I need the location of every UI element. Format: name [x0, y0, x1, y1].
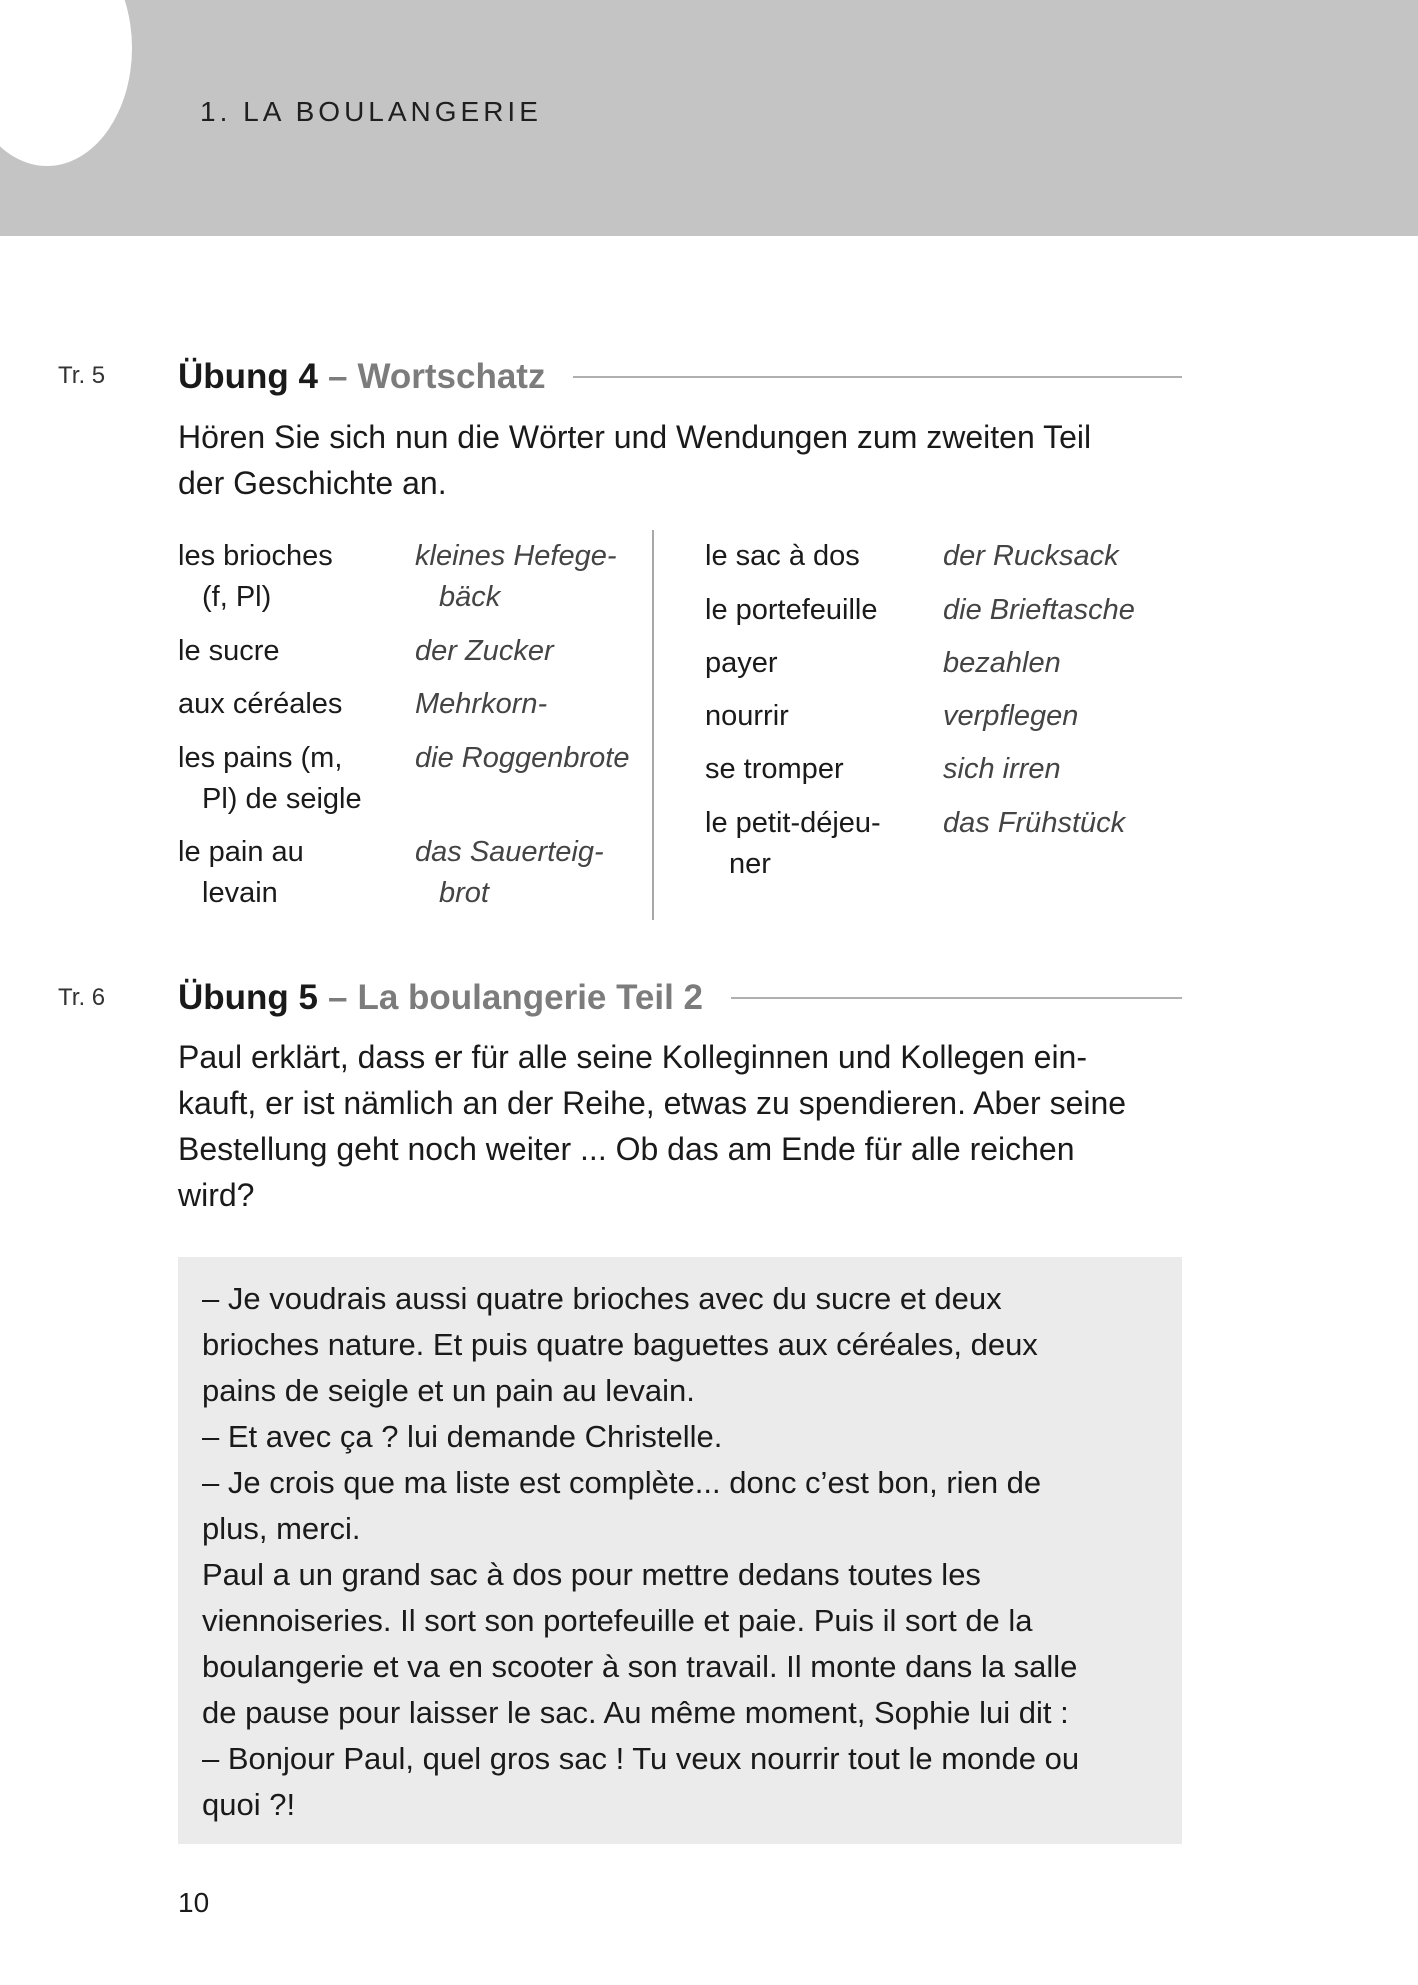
track-number: Tr. 6	[58, 984, 106, 1011]
story-line: – Je crois que ma liste est complète... donc c’est bon, rien de	[202, 1465, 1042, 1500]
vocab-word-line: se tromper	[705, 753, 844, 785]
vocab-word	[705, 590, 878, 631]
vocab-word	[705, 536, 860, 577]
vocab-word-line: le sucre	[178, 635, 280, 667]
vocab-word	[178, 832, 304, 914]
vocab-word	[705, 803, 881, 885]
vocab-word-line: ner	[729, 848, 771, 880]
vocab-word	[705, 643, 778, 684]
story-line: de pause pour laisser le sac. Au même moment, Sophie lui dit :	[202, 1695, 1069, 1730]
vocab-translation	[415, 684, 547, 725]
intro-line: kauft, er ist nämlich an der Reihe, etwas zu spendieren. Aber seine	[178, 1085, 1127, 1121]
story-line: plus, merci.	[202, 1511, 361, 1546]
vocab-translation-line: das Sauerteig-	[415, 836, 604, 868]
vocab-translation-line: sich irren	[943, 753, 1061, 785]
vocab-word	[178, 684, 342, 725]
exercise-separator: –	[327, 978, 348, 1017]
story-line: pains de seigle et un pain au levain.	[202, 1373, 695, 1408]
vocab-translation-line: das Frühstück	[943, 807, 1126, 839]
exercise-intro	[178, 414, 1178, 506]
vocab-translation-line: die Roggenbrote	[415, 742, 630, 774]
vocab-word	[705, 696, 789, 737]
vocab-word-line: le pain au	[178, 836, 304, 868]
vocab-word-line: le portefeuille	[705, 594, 878, 626]
vocab-translation	[415, 832, 604, 914]
vocab-translation	[415, 738, 629, 779]
intro-line: wird?	[178, 1177, 255, 1213]
heading-rule	[573, 376, 1182, 378]
story-line: brioches nature. Et puis quatre baguettes aux céréales, deux	[202, 1327, 1038, 1362]
vocab-column-divider	[652, 530, 654, 920]
vocab-word-line: nourrir	[705, 700, 789, 732]
vocab-translation	[943, 536, 1119, 577]
story-line: quoi ?!	[202, 1787, 296, 1822]
vocab-translation-line: kleines Hefege-	[415, 540, 617, 572]
vocab-word-line: le sac à dos	[705, 540, 860, 572]
intro-line: Paul erklärt, dass er für alle seine Kolleginnen und Kollegen ein-	[178, 1039, 1087, 1075]
vocab-translation-line: bezahlen	[943, 647, 1061, 679]
heading-rule	[731, 997, 1182, 999]
vocab-translation	[943, 590, 1135, 631]
vocab-translation	[943, 696, 1078, 737]
vocab-translation	[943, 803, 1125, 844]
story-line: – Et avec ça ? lui demande Christelle.	[202, 1419, 723, 1454]
story-line: viennoiseries. Il sort son portefeuille et paie. Puis il sort de la	[202, 1603, 1033, 1638]
vocab-word-line: aux céréales	[178, 688, 343, 720]
vocab-word-line: les brioches	[178, 540, 333, 572]
exercise-number: Übung 5	[178, 978, 318, 1017]
story-line: – Je voudrais aussi quatre brioches avec du sucre et deux	[202, 1281, 1002, 1316]
vocab-translation-line: verpflegen	[943, 700, 1079, 732]
vocab-translation-line: die Brieftasche	[943, 594, 1135, 626]
vocab-word-line: le petit-déjeu-	[705, 807, 881, 839]
vocab-translation	[943, 749, 1061, 790]
vocab-word-line: levain	[202, 877, 278, 909]
exercise-intro	[178, 1034, 1178, 1218]
vocab-word	[178, 738, 362, 820]
vocab-translation	[415, 536, 617, 618]
vocab-translation-line: bäck	[439, 581, 501, 613]
vocab-translation	[415, 631, 554, 672]
story-line: – Bonjour Paul, quel gros sac ! Tu veux nourrir tout le monde ou	[202, 1741, 1080, 1776]
page-number: 10	[178, 1887, 210, 1918]
story-line: boulangerie et va en scooter à son travail. Il monte dans la salle	[202, 1649, 1078, 1684]
intro-line: Bestellung geht noch weiter ... Ob das am Ende für alle reichen	[178, 1131, 1075, 1167]
exercise-topic: La boulangerie Teil 2	[357, 978, 703, 1017]
vocab-word	[705, 749, 844, 790]
chapter-title: 1. LA BOULANGERIE	[200, 96, 542, 127]
exercise-topic: Wortschatz	[357, 357, 546, 396]
vocab-word	[178, 631, 280, 672]
exercise-heading	[178, 973, 1182, 1023]
vocab-translation-line: brot	[439, 877, 489, 909]
intro-line: der Geschichte an.	[178, 465, 447, 501]
vocab-translation-line: der Zucker	[415, 635, 554, 667]
exercise-heading	[178, 352, 1182, 402]
vocab-word	[178, 536, 333, 618]
exercise-separator: –	[327, 357, 348, 396]
vocab-word-line: (f, Pl)	[202, 581, 272, 613]
vocab-translation-line: Mehrkorn-	[415, 688, 548, 720]
exercise-number: Übung 4	[178, 357, 318, 396]
vocab-translation	[943, 643, 1061, 684]
track-number: Tr. 5	[58, 362, 106, 389]
vocab-translation-line: der Rucksack	[943, 540, 1119, 572]
vocab-word-line: les pains (m,	[178, 742, 343, 774]
vocab-word-line: Pl) de seigle	[202, 783, 362, 815]
story-line: Paul a un grand sac à dos pour mettre dedans toutes les	[202, 1557, 981, 1592]
intro-line: Hören Sie sich nun die Wörter und Wendungen zum zweiten Teil	[178, 419, 1092, 455]
vocab-word-line: payer	[705, 647, 778, 679]
